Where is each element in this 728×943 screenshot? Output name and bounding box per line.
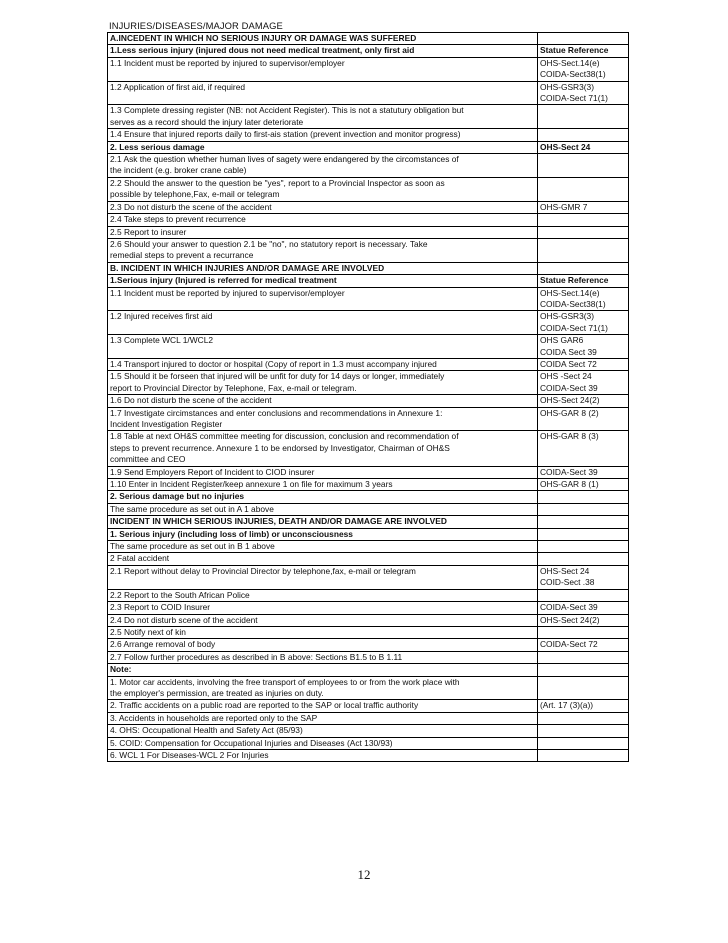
statute-reference-cell: OHS-GSR3(3) (538, 311, 629, 323)
statute-reference-cell: OHS-Sect 24(2) (538, 395, 629, 407)
statute-reference-cell (538, 541, 629, 553)
description-cell: 1.Serious injury (Injured is referred for medical treatment (108, 275, 538, 287)
description-cell: steps to prevent recurrence. Annexure 1 to be endorsed by Investigator, Chairman of OH&S (108, 443, 538, 454)
subsection-heading-row (108, 491, 629, 503)
subsection-heading-row (108, 45, 629, 57)
statute-reference-cell (538, 749, 629, 761)
statute-reference-cell: COIDA-Sect 71(1) (538, 93, 629, 105)
subsection-heading-row (108, 141, 629, 153)
table-row (108, 383, 629, 395)
statute-reference-cell: OHS-GAR 8 (1) (538, 479, 629, 491)
document-title: INJURIES/DISEASES/MAJOR DAMAGE (109, 20, 283, 31)
description-cell: B. INCIDENT IN WHICH INJURIES AND/OR DAMAGE ARE INVOLVED (108, 262, 538, 274)
table-row (108, 602, 629, 614)
description-cell: 1.9 Send Employers Report of Incident to CIOD insurer (108, 466, 538, 478)
description-cell: 2.6 Arrange removal of body (108, 639, 538, 651)
table-row (108, 129, 629, 141)
description-cell: 2. Less serious damage (108, 141, 538, 153)
statute-reference-cell (538, 33, 629, 45)
statute-reference-cell (538, 664, 629, 676)
statute-reference-cell: OHS-GSR3(3) (538, 81, 629, 93)
table-row (108, 395, 629, 407)
statute-reference-cell (538, 503, 629, 515)
table-row (108, 165, 629, 177)
statute-reference-cell: OHS GAR6 (538, 335, 629, 347)
description-cell: 2.5 Report to insurer (108, 226, 538, 238)
description-cell: 5. COID: Compensation for Occupational Injuries and Diseases (Act 130/93) (108, 737, 538, 749)
description-cell: 3. Accidents in households are reported only to the SAP (108, 712, 538, 724)
table-row (108, 626, 629, 638)
description-cell: 1.Less serious injury (injured dous not need medical treatment, only first aid (108, 45, 538, 57)
table-row (108, 639, 629, 651)
table-row (108, 407, 629, 419)
description-cell: The same procedure as set out in A 1 above (108, 503, 538, 515)
table-row (108, 287, 629, 299)
statute-reference-cell (538, 454, 629, 466)
statute-reference-cell: Statue Reference (538, 275, 629, 287)
description-cell: 1.6 Do not disturb the scene of the accident (108, 395, 538, 407)
statute-reference-cell (538, 688, 629, 700)
description-cell: Incident Investigation Register (108, 419, 538, 431)
description-cell: the incident (e.g. broker crane cable) (108, 165, 538, 177)
table-row (108, 700, 629, 712)
statute-reference-cell (538, 165, 629, 177)
subsection-heading-row (108, 528, 629, 540)
description-cell: 1.3 Complete dressing register (NB: not Accident Register). This is not a statutury obligation but (108, 105, 538, 117)
statute-reference-cell (538, 154, 629, 166)
table-row (108, 177, 629, 189)
statute-reference-cell (538, 238, 629, 250)
description-cell: 1.10 Enter in Incident Register/keep annexure 1 on file for maximum 3 years (108, 479, 538, 491)
description-cell: 1.2 Injured receives first aid (108, 311, 538, 323)
statute-reference-cell (538, 516, 629, 528)
table-row (108, 614, 629, 626)
statute-reference-cell: COID-Sect .38 (538, 577, 629, 589)
table-row (108, 737, 629, 749)
statute-reference-cell: COIDA-Sect 39 (538, 383, 629, 395)
statute-reference-cell: OHS-Sect.14(e) (538, 57, 629, 69)
procedure-table (107, 32, 629, 762)
table-row (108, 299, 629, 311)
statute-reference-cell: COIDA-Sect38(1) (538, 69, 629, 81)
statute-reference-cell: OHS-Sect 24 (538, 141, 629, 153)
statute-reference-cell (538, 626, 629, 638)
table-row (108, 358, 629, 370)
table-row (108, 553, 629, 565)
table-row (108, 503, 629, 515)
table-row (108, 541, 629, 553)
statute-reference-cell: (Art. 17 (3)(a)) (538, 700, 629, 712)
table-row (108, 105, 629, 117)
table-row (108, 311, 629, 323)
table-row (108, 565, 629, 577)
description-cell: 1.1 Incident must be reported by injured to supervisor/employer (108, 57, 538, 69)
description-cell (108, 299, 538, 311)
table-row (108, 466, 629, 478)
table-row (108, 651, 629, 663)
statute-reference-cell (538, 129, 629, 141)
description-cell (108, 323, 538, 335)
table-row (108, 57, 629, 69)
statute-reference-cell (538, 262, 629, 274)
table-row (108, 676, 629, 688)
statute-reference-cell: OHS-Sect.14(e) (538, 287, 629, 299)
statute-reference-cell: COIDA Sect 39 (538, 347, 629, 359)
description-cell: 2.6 Should your answer to question 2.1 be "no", no statutory report is necessary. Take (108, 238, 538, 250)
statute-reference-cell: OHS-Sect 24(2) (538, 614, 629, 626)
table-row (108, 214, 629, 226)
table-row (108, 725, 629, 737)
statute-reference-cell (538, 651, 629, 663)
table-row (108, 189, 629, 201)
table-row (108, 226, 629, 238)
description-cell: 1. Serious injury (including loss of limb) or unconsciousness (108, 528, 538, 540)
statute-reference-cell (538, 491, 629, 503)
description-cell: possible by telephone,Fax, e-mail or telegram (108, 189, 538, 201)
description-cell: 6. WCL 1 For Diseases-WCL 2 For Injuries (108, 749, 538, 761)
statute-reference-cell: COIDA-Sect 72 (538, 639, 629, 651)
description-cell (108, 347, 538, 359)
table-row (108, 431, 629, 443)
description-cell: 1.4 Ensure that injured reports daily to first-ais station (prevent invection and monitor progress) (108, 129, 538, 141)
description-cell (108, 69, 538, 81)
table-row (108, 443, 629, 454)
statute-reference-cell: COIDA-Sect 39 (538, 602, 629, 614)
table-row (108, 93, 629, 105)
statute-reference-cell (538, 712, 629, 724)
section-heading-row (108, 262, 629, 274)
description-cell: 2. Traffic accidents on a public road are reported to the SAP or local traffic authority (108, 700, 538, 712)
description-cell: committee and CEO (108, 454, 538, 466)
table-row (108, 712, 629, 724)
description-cell: 4. OHS: Occupational Health and Safety Act (85/93) (108, 725, 538, 737)
statute-reference-cell: COIDA-Sect 39 (538, 466, 629, 478)
statute-reference-cell (538, 443, 629, 454)
description-cell: serves as a record should the injury later deteriorate (108, 117, 538, 129)
description-cell: 2.7 Follow further procedures as described in B above: Sections B1.5 to B 1.11 (108, 651, 538, 663)
table-row (108, 81, 629, 93)
table-row (108, 577, 629, 589)
statute-reference-cell: OHS-Sect 24 (538, 565, 629, 577)
description-cell: 1.4 Transport injured to doctor or hospital (Copy of report in 1.3 must accompany injured (108, 358, 538, 370)
description-cell: 2.3 Report to COID Insurer (108, 602, 538, 614)
statute-reference-cell (538, 553, 629, 565)
statute-reference-cell (538, 177, 629, 189)
subsection-heading-row (108, 664, 629, 676)
table-row (108, 69, 629, 81)
description-cell: 2.3 Do not disturb the scene of the accident (108, 201, 538, 213)
description-cell: 2.2 Should the answer to the question be "yes", report to a Provincial Inspector as soon as (108, 177, 538, 189)
page-number: 12 (357, 867, 371, 882)
description-cell: 1.7 Investigate circimstances and enter conclusions and recommendations in Annexure 1: (108, 407, 538, 419)
statute-reference-cell: OHS-GMR 7 (538, 201, 629, 213)
description-cell (108, 93, 538, 105)
table-row (108, 749, 629, 761)
description-cell: 2.4 Do not disturb scene of the accident (108, 614, 538, 626)
description-cell: 2.2 Report to the South African Police (108, 589, 538, 601)
subsection-heading-row (108, 275, 629, 287)
description-cell: remedial steps to prevent a recurrance (108, 250, 538, 262)
description-cell: Note: (108, 664, 538, 676)
statute-reference-cell (538, 725, 629, 737)
description-cell: 1.1 Incident must be reported by injured to supervisor/employer (108, 287, 538, 299)
table-row (108, 589, 629, 601)
description-cell: A.INCEDENT IN WHICH NO SERIOUS INJURY OR DAMAGE WAS SUFFERED (108, 33, 538, 45)
statute-reference-cell: COIDA-Sect38(1) (538, 299, 629, 311)
statute-reference-cell (538, 737, 629, 749)
table-row (108, 117, 629, 129)
statute-reference-cell (538, 105, 629, 117)
statute-reference-cell: OHS-GAR 8 (2) (538, 407, 629, 419)
statute-reference-cell (538, 528, 629, 540)
table-row (108, 323, 629, 335)
table-row (108, 454, 629, 466)
table-row (108, 688, 629, 700)
statute-reference-cell (538, 117, 629, 129)
statute-reference-cell: Statue Reference (538, 45, 629, 57)
description-cell: 2. Serious damage but no injuries (108, 491, 538, 503)
description-cell: 1.2 Application of first aid, if required (108, 81, 538, 93)
table-row (108, 335, 629, 347)
table-row (108, 201, 629, 213)
description-cell: INCIDENT IN WHICH SERIOUS INJURIES, DEATH AND/OR DAMAGE ARE INVOLVED (108, 516, 538, 528)
statute-reference-cell: OHS -Sect 24 (538, 371, 629, 383)
description-cell (108, 577, 538, 589)
description-cell: the employer's permission, are treated as injuries on duty. (108, 688, 538, 700)
section-heading-row (108, 33, 629, 45)
table-row (108, 419, 629, 431)
table-row (108, 250, 629, 262)
table-row (108, 347, 629, 359)
description-cell: report to Provincial Director by Telephone, Fax, e-mail or telegram. (108, 383, 538, 395)
statute-reference-cell (538, 676, 629, 688)
description-cell: 1.3 Complete WCL 1/WCL2 (108, 335, 538, 347)
statute-reference-cell (538, 419, 629, 431)
table-row (108, 154, 629, 166)
description-cell: 1.5 Should it be forseen that injured will be unfit for duty for 14 days or longer, immediately (108, 371, 538, 383)
table-row (108, 371, 629, 383)
description-cell: 1.8 Table at next OH&S committee meeting for discussion, conclusion and recommendation of (108, 431, 538, 443)
description-cell: The same procedure as set out in B 1 above (108, 541, 538, 553)
statute-reference-cell (538, 250, 629, 262)
description-cell: 2.5 Notify next of kin (108, 626, 538, 638)
description-cell: 2 Fatal accident (108, 553, 538, 565)
description-cell: 2.1 Report without delay to Provincial Director by telephone,fax, e-mail or telegram (108, 565, 538, 577)
table-row (108, 479, 629, 491)
statute-reference-cell (538, 226, 629, 238)
description-cell: 2.4 Take steps to prevent recurrence (108, 214, 538, 226)
procedure-table-body (108, 33, 629, 762)
statute-reference-cell (538, 589, 629, 601)
description-cell: 1. Motor car accidents, involving the free transport of employees to or from the work place with (108, 676, 538, 688)
statute-reference-cell (538, 189, 629, 201)
section-heading-row (108, 516, 629, 528)
statute-reference-cell: OHS-GAR 8 (3) (538, 431, 629, 443)
description-cell: 2.1 Ask the question whether human lives of sagety were endangered by the circomstances of (108, 154, 538, 166)
statute-reference-cell: COIDA-Sect 71(1) (538, 323, 629, 335)
statute-reference-cell (538, 214, 629, 226)
table-row (108, 238, 629, 250)
statute-reference-cell: COIDA Sect 72 (538, 358, 629, 370)
